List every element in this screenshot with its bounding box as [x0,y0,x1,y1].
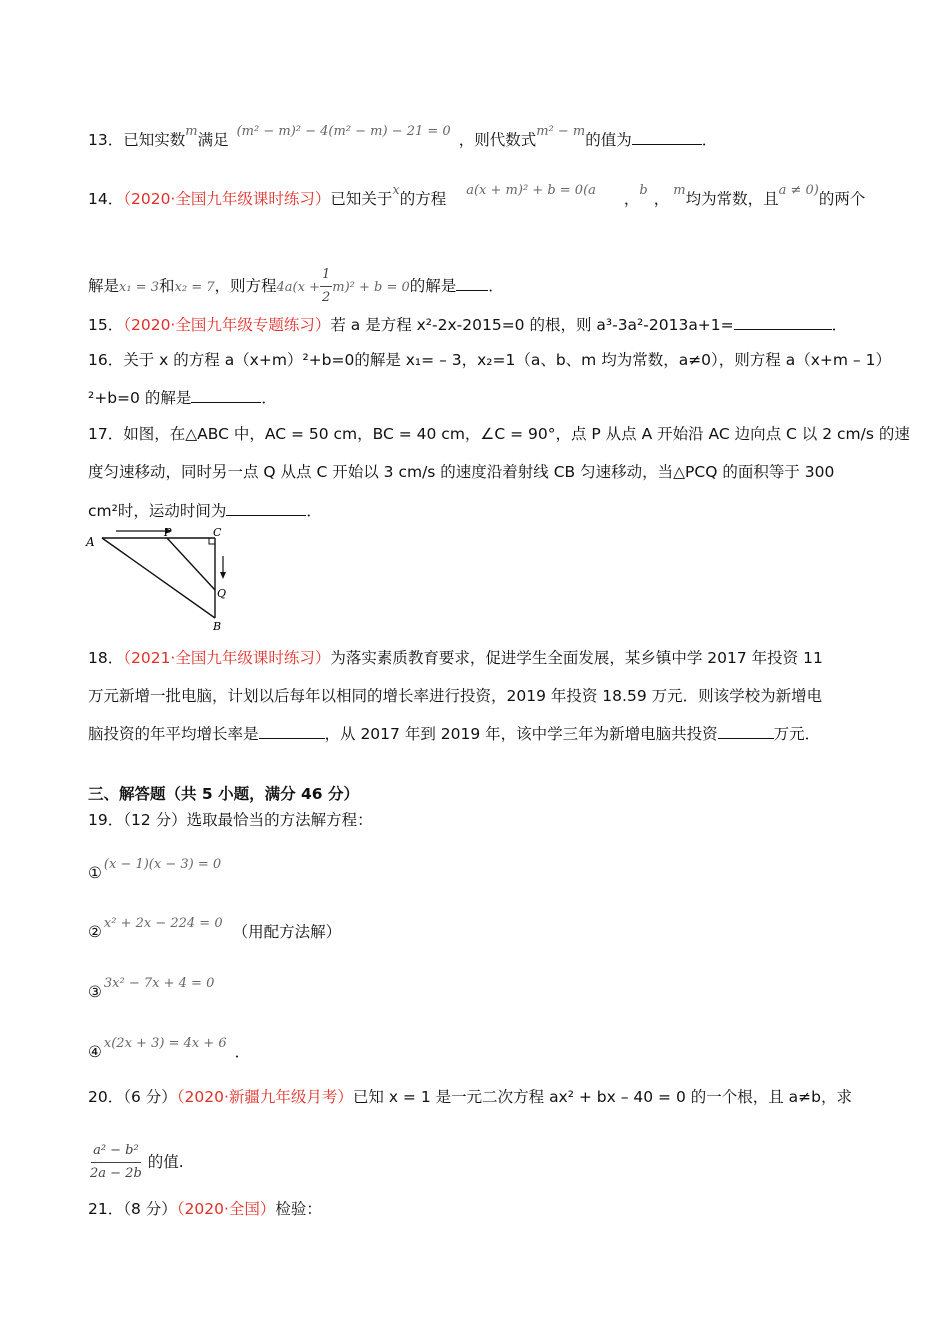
q14-var-m: m [673,183,686,198]
q13-equation: (m² − m)² − 4(m² − m) − 21 = 0 [236,124,451,139]
question-number: 14． [88,190,124,208]
q18-line-3a: 脑投资的年平均增长率是 [88,725,259,743]
q15-text: 若 a 是方程 x²-2x-2015=0 的根，则 a³-3a²-2013a+1= [330,316,734,334]
label-a: A [86,535,95,549]
item-equation: x² + 2x − 224 = 0 [103,916,223,931]
question-number: 16． [88,351,124,369]
q18-line-3c: 万元． [773,725,821,743]
q19-item-1 [88,856,221,880]
q14-eq2-post: m)² + b = 0 [332,280,410,295]
question-source: （2020·全国九年级课时练习） [123,190,331,208]
q13-text-1: 已知实数 [123,131,186,149]
fraction-denominator: 2 [321,290,331,305]
q17-line-1: 如图，在△ABC 中，AC = 50 cm，BC = 40 cm，∠C = 90°，点 P 从点 A 开始沿 AC 边向点 C 以 2 cm/s 的速 [123,425,910,443]
q13-text-4: 的值为 [585,131,632,149]
answer-blank [191,386,261,403]
question-17 [88,423,910,445]
q14-end: ． [488,277,504,295]
question-13 [88,124,718,153]
item-note: ． [234,1043,251,1061]
question-18 [88,647,823,669]
question-number: 17． [88,425,124,443]
q14-line2-text-3: 的解是 [409,277,457,295]
question-score: （8 分） [123,1200,177,1218]
q17-line-2: 度匀速移动，同时另一点 Q 从点 C 开始以 3 cm/s 的速度沿着射线 CB 匀速移动，当△PCQ 的面积等于 300 [88,463,835,481]
q14-text-2: 的方程 [399,190,447,208]
question-number: 19． [88,811,124,829]
q16-end: ． [261,389,277,407]
q13-var-m: m [185,124,198,139]
question-21 [88,1198,322,1220]
label-b: B [213,620,222,633]
question-14 [88,183,866,212]
arrow-cq-head [220,572,226,579]
question-18-line-2 [88,685,822,707]
question-17-line-2 [88,461,834,483]
question-source: （2021·全国九年级课时练习） [123,649,331,667]
q15-end: ． [831,316,848,334]
fraction-denominator: 2a − 2b [90,1166,142,1181]
question-16-line-2 [88,386,277,409]
q18-line-2: 万元新增一批电脑，计划以后每年以相同的增长率进行投资，2019 年投资 18.59 万元．则该学校为新增电 [88,687,823,705]
q14-eq2-pre: 4a(x + [276,280,320,295]
answer-blank-2 [718,722,774,739]
q14-and: 和 [159,277,175,295]
answer-blank [456,274,488,291]
label-q: Q [217,587,227,600]
segment-pq [167,538,215,590]
q18-line-3b: ，从 2017 年到 2019 年，该中学三年为新增电脑共投资 [324,725,718,743]
question-16 [88,349,891,371]
q19-item-4 [88,1035,250,1059]
question-number: 13． [88,131,124,149]
question-source: （2020·新疆九年级月考） [176,1088,353,1106]
q17-line-3: cm²时，运动时间为 [88,502,227,520]
question-number: 15． [88,316,124,334]
question-19 [88,809,373,831]
section-title [88,783,359,805]
q19-item-3 [88,975,214,999]
fraction-numerator: 1 [320,264,332,287]
answer-blank [632,128,702,145]
q14-line2-text-2: ，则方程 [214,277,277,295]
question-score: （6 分） [123,1088,177,1106]
item-equation: 3x² − 7x + 4 = 0 [103,976,215,991]
question-source: （2020·全国） [176,1200,276,1218]
question-15 [88,313,847,336]
side-ab [102,538,215,618]
answer-blank-1 [259,722,325,739]
fraction-numerator: a² − b² [91,1140,141,1163]
question-20 [88,1086,852,1108]
q20-fraction [88,1140,144,1185]
q13-text-2: 满足 [197,131,229,149]
item-equation: (x − 1)(x − 3) = 0 [103,857,222,872]
q14-text-1: 已知关于 [330,190,393,208]
q16-line-1: 关于 x 的方程 a（x+m）²+b=0的解是 x₁= – 3，x₂=1（a、b、m 均为常数，a≠0），则方程 a（x+m – 1） [123,351,891,369]
q19-text: （12 分）选取最恰当的方法解方程： [123,811,373,829]
question-number: 20． [88,1088,124,1106]
q13-text-3: ，则代数式 [458,131,537,149]
item-equation: x(2x + 3) = 4x + 6 [103,1036,227,1051]
label-c: C [213,526,222,539]
answer-blank [734,313,832,330]
item-note: （用配方法解） [232,923,342,941]
triangle-figure [80,526,240,636]
q14-root-1: x₁ = 3 [119,280,159,295]
question-source: （2020·全国九年级专题练习） [123,316,331,334]
question-number: 18． [88,649,124,667]
answer-blank [226,499,306,516]
q14-root-2: x₂ = 7 [174,280,215,295]
item-mark: ④ [88,1043,102,1061]
question-17-line-3 [88,499,322,522]
q16-line-2: ²+b=0 的解是 [88,389,192,407]
question-20-line-2 [88,1140,184,1185]
q18-line-1: 为落实素质教育要求，促进学生全面发展，某乡镇中学 2017 年投资 11 [330,649,823,667]
q14-text-4: 的两个 [818,190,866,208]
q14-equation: a(x + m)² + b = 0(a [466,183,596,198]
q14-condition: a ≠ 0) [778,183,819,198]
section-title-text: 三、解答题（共 5 小题，满分 46 分） [88,785,359,803]
question-14-line-2 [88,264,504,309]
q13-end: ． [701,131,718,149]
label-p: P [164,526,172,539]
q13-expression: m² − m [536,124,586,139]
question-number: 21． [88,1200,124,1218]
q14-text-3: 均为常数，且 [685,190,779,208]
q14-var-b: b [639,183,648,198]
q17-end: ． [306,502,322,520]
question-18-line-3 [88,722,820,745]
q14-var-x: x [392,183,400,198]
q14-eq2-fraction [320,264,332,309]
q20-tail: 的值. [147,1153,184,1171]
item-mark: ③ [88,983,102,1001]
q19-item-2 [88,915,341,939]
q21-text: 检验： [275,1200,322,1218]
q14-comma-1: ， [623,190,640,208]
item-mark: ② [88,923,102,941]
item-mark: ① [88,864,102,882]
q14-comma-2: ， [653,190,670,208]
q20-text: 已知 x = 1 是一元二次方程 ax² + bx – 40 = 0 的一个根，且 a≠b，求 [352,1088,853,1106]
q14-line2-text-1: 解是 [88,277,120,295]
